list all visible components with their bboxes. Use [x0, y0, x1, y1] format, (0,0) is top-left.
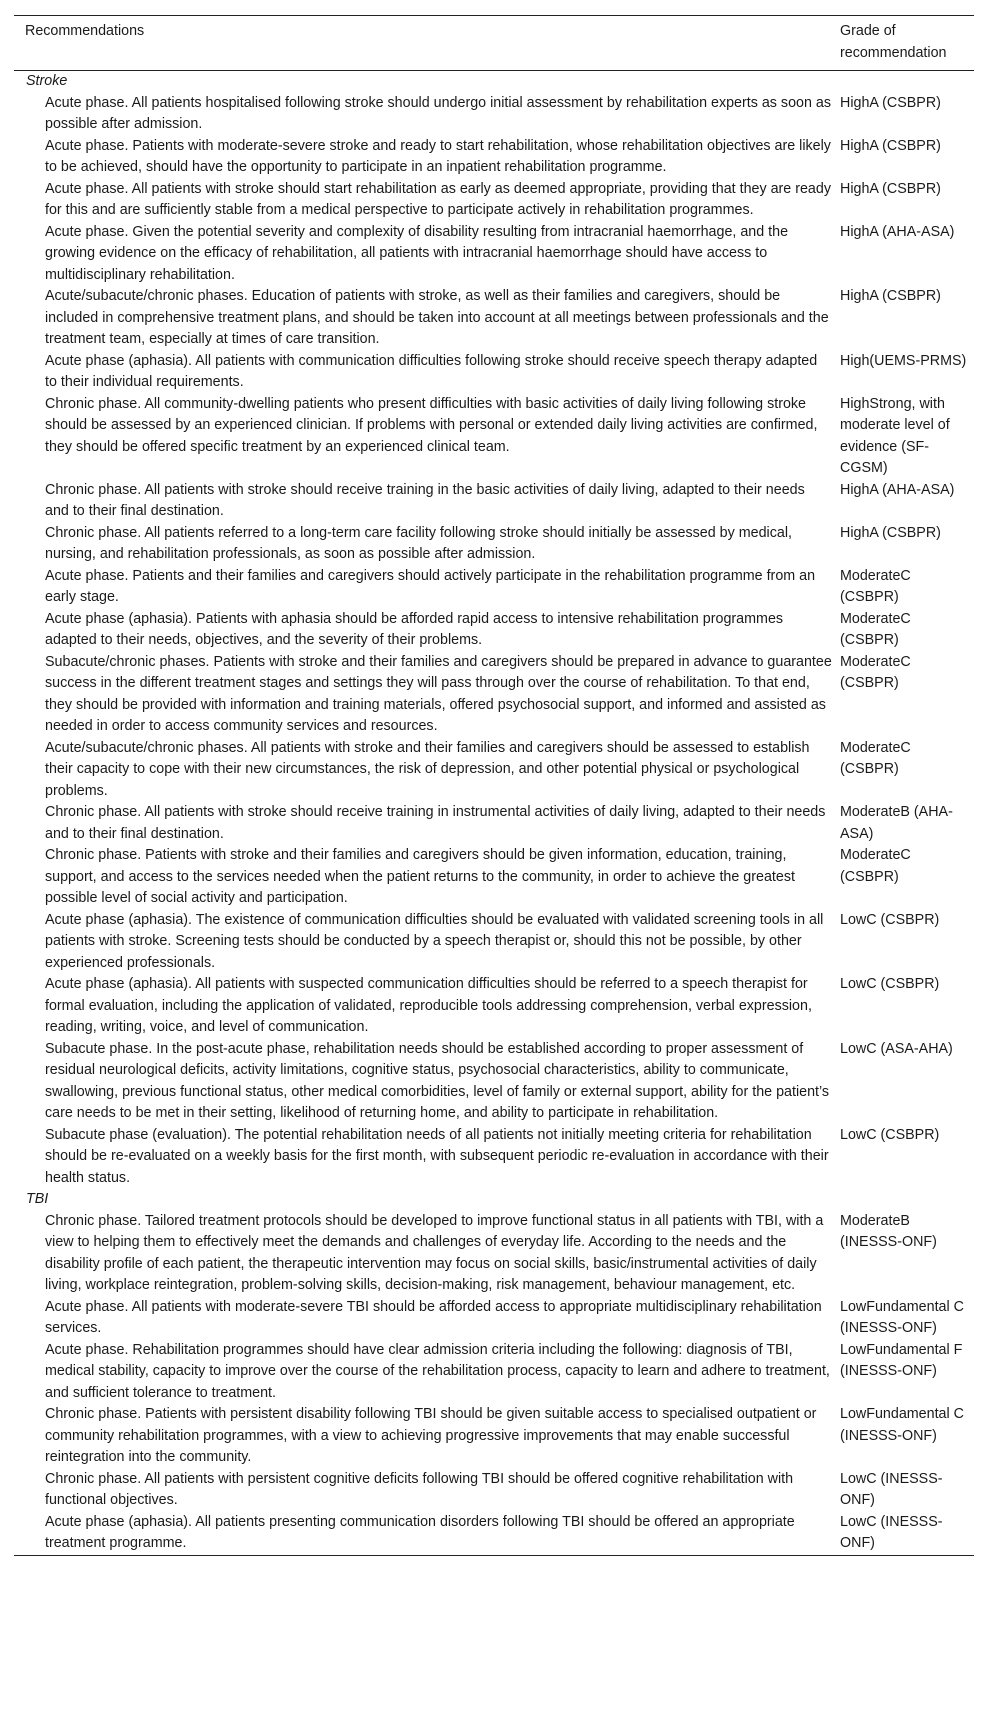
- table-row: [14, 1039, 974, 1125]
- header-grade: Grade of recommendation: [838, 16, 974, 71]
- grade-cell: HighStrong, with moderate level of evidence (SF-CGSM): [840, 395, 950, 476]
- recommendation-text: Acute phase (aphasia). All patients with communication difficulties following stroke should receive speech therapy adapted to their individual requirements.: [45, 352, 818, 390]
- grade-cell: High(UEMS-PRMS): [840, 352, 967, 369]
- grade-cell: LowC (CSBPR): [840, 976, 940, 992]
- grade-cell: HighA (CSBPR): [840, 180, 941, 197]
- table-row: [14, 222, 974, 287]
- table-row: [14, 136, 974, 179]
- header-recommendations: Recommendations: [14, 16, 838, 71]
- grade-cell: ModerateC (CSBPR): [840, 847, 911, 885]
- recommendation-text: Chronic phase. Tailored treatment protocols should be developed to improve functional status in all patients with TBI, with a view to helping them to effectively meet the demands and challenges of everyday life. According to the needs and the disability profile of each patient, the therapeutic intervention may focus on social skills, basic/instrumental activities of daily living, workplace reintegration, problem-solving skills, decision-making, risk management, behaviour management, etc.: [45, 1212, 824, 1293]
- recommendation-text: Acute/subacute/chronic phases. All patients with stroke and their families and caregivers should be assessed to establish their capacity to cope with their new circumstances, the risk of depression, and other potential physical or psychological problems.: [45, 739, 810, 799]
- table-row: [14, 609, 974, 652]
- recommendation-text: Acute phase. Given the potential severity and complexity of disability resulting from intracranial haemorrhage, and the growing evidence on the efficacy of rehabilitation, all patients with intracranial haemorrhage should have access to multidisciplinary rehabilitation.: [45, 223, 789, 283]
- grade-cell: LowFundamental F (INESSS-ONF): [840, 1341, 963, 1379]
- grade-cell: LowC (ASA-AHA): [840, 1040, 953, 1057]
- recommendation-text: Chronic phase. Patients with stroke and their families and caregivers should be given information, education, training, support, and access to the services needed when the patient returns to the community, in order to achieve the greatest possible level of social activity and participation.: [45, 847, 795, 906]
- recommendation-text: Acute phase. All patients hospitalised following stroke should undergo initial assessment by rehabilitation experts as soon as possible after admission.: [45, 94, 831, 132]
- table-row: [14, 974, 974, 1039]
- grade-cell: LowC (INESSS-ONF): [840, 1470, 943, 1508]
- table-row: [14, 738, 974, 803]
- recommendation-text: Subacute/chronic phases. Patients with stroke and their families and caregivers should be prepared in advance to guarantee success in the different treatment stages and settings they will pass through over the course of rehabilitation. To that end, they should be provided with information and training materials, offered psychosocial support, and informed and assisted as needed in order to access community services and resources.: [45, 653, 832, 734]
- table-body: [14, 71, 974, 1556]
- grade-cell: HighA (AHA-ASA): [840, 223, 955, 240]
- grade-cell: HighA (CSBPR): [840, 524, 941, 541]
- grade-cell: ModerateB (AHA-ASA): [840, 804, 953, 842]
- table-row: [14, 845, 974, 910]
- section-row: [14, 71, 974, 93]
- grade-cell: HighA (CSBPR): [840, 137, 941, 154]
- recommendation-text: Acute phase (aphasia). All patients with suspected communication difficulties should be referred to a speech therapist for formal evaluation, including the application of validated, reproducible tools addressing comprehension, verbal expression, reading, writing, voice, and level of communication.: [45, 976, 812, 1035]
- table-row: [14, 1211, 974, 1297]
- table-row: [14, 1469, 974, 1512]
- table-row: [14, 802, 974, 845]
- table-row: [14, 1512, 974, 1556]
- grade-cell: HighA (CSBPR): [840, 94, 941, 111]
- table-row: [14, 652, 974, 738]
- grade-cell: ModerateB (INESSS-ONF): [840, 1212, 937, 1250]
- section-row: [14, 1189, 974, 1211]
- table-row: [14, 93, 974, 136]
- section-title: TBI: [26, 1191, 49, 1207]
- table-row: [14, 1404, 974, 1469]
- recommendation-text: Acute/subacute/chronic phases. Education of patients with stroke, as well as their families and caregivers, should be included in comprehensive treatment plans, and should be taken into account at all meetings between professionals and the treatment team, especially at times of care transition.: [45, 288, 829, 347]
- grade-cell: LowFundamental C (INESSS-ONF): [840, 1298, 964, 1336]
- grade-cell: LowFundamental C (INESSS-ONF): [840, 1406, 964, 1444]
- table-row: [14, 1125, 974, 1190]
- recommendation-text: Chronic phase. Patients with persistent disability following TBI should be given suitable access to specialised outpatient or community rehabilitation programmes, with a view to achieving progressive improvements that may enable successful reintegration into the community.: [45, 1406, 817, 1465]
- section-grade-empty: [838, 71, 974, 93]
- recommendation-text: Acute phase (aphasia). Patients with aphasia should be afforded rapid access to intensive rehabilitation programmes adapted to their needs, objectives, and the severity of their problems.: [45, 610, 784, 648]
- recommendation-text: Acute phase. All patients with stroke should start rehabilitation as early as deemed appropriate, providing that they are ready for this and are sufficiently stable from a medical perspective to participate actively in rehabilitation programmes.: [45, 180, 831, 218]
- recommendation-text: Chronic phase. All patients with stroke should receive training in the basic activities of daily living, adapted to their needs and to their final destination.: [45, 481, 805, 519]
- recommendation-text: Acute phase (aphasia). The existence of communication difficulties should be evaluated with validated screening tools in all patients with stroke. Screening tests should be conducted by a speech therapist or, should this not be possible, by other experienced professionals.: [45, 911, 824, 971]
- grade-cell: HighA (CSBPR): [840, 288, 941, 304]
- recommendation-text: Chronic phase. All patients with persistent cognitive deficits following TBI should be offered cognitive rehabilitation with functional objectives.: [45, 1470, 794, 1508]
- recommendation-text: Acute phase. Rehabilitation programmes should have clear admission criteria including the following: diagnosis of TBI, medical stability, capacity to improve over the course of the rehabilitation process, capacity to learn and adhere to treatment, and sufficient tolerance to treatment.: [45, 1341, 830, 1401]
- grade-cell: LowC (INESSS-ONF): [838, 1512, 974, 1556]
- recommendation-text: Acute phase. All patients with moderate-severe TBI should be afforded access to appropriate multidisciplinary rehabilitation services.: [45, 1298, 822, 1336]
- recommendation-text: Acute phase (aphasia). All patients presenting communication disorders following TBI should be offered an appropriate treatment programme.: [14, 1512, 838, 1556]
- table-row: [14, 351, 974, 394]
- table-row: [14, 566, 974, 609]
- grade-cell: ModerateC (CSBPR): [840, 567, 911, 605]
- recommendation-text: Chronic phase. All patients with stroke should receive training in instrumental activities of daily living, adapted to their needs and to their final destination.: [45, 804, 826, 842]
- recommendation-text: Subacute phase (evaluation). The potential rehabilitation needs of all patients not initially meeting criteria for rehabilitation should be re-evaluated on a weekly basis for the first month, with subsequent periodic re-evaluation in accordance with their health status.: [45, 1126, 829, 1186]
- grade-cell: HighA (AHA-ASA): [840, 481, 955, 498]
- recommendations-table: [14, 15, 974, 1556]
- table-row: [14, 480, 974, 523]
- table-row: [14, 910, 974, 975]
- grade-cell: LowC (CSBPR): [840, 1126, 940, 1143]
- table-row: [14, 1297, 974, 1340]
- recommendation-text: Acute phase. Patients with moderate-severe stroke and ready to start rehabilitation, whose rehabilitation objectives are likely to be achieved, should have the opportunity to participate in an inpatient rehabilitation programme.: [45, 137, 831, 175]
- recommendation-text: Subacute phase. In the post-acute phase, rehabilitation needs should be established according to proper assessment of residual neurological deficits, activity limitations, cognitive status, psychosocial characteristics, ability to communicate, swallowing, previous functional status, other medical comorbidities, level of family or external support, ability for the patient’s care needs to be met in their setting, likelihood of returning home, and ability to participate in rehabilitation.: [45, 1040, 830, 1121]
- table-row: [14, 179, 974, 222]
- table-row: [14, 394, 974, 480]
- recommendation-text: Acute phase. Patients and their families and caregivers should actively participate in the rehabilitation programme from an early stage.: [45, 567, 816, 605]
- grade-cell: ModerateC (CSBPR): [840, 610, 911, 648]
- section-grade-empty: [838, 1189, 974, 1211]
- grade-cell: LowC (CSBPR): [840, 911, 940, 928]
- grade-cell: ModerateC (CSBPR): [840, 653, 911, 691]
- recommendation-text: Chronic phase. All patients referred to a long-term care facility following stroke should initially be assessed by medical, nursing, and rehabilitation professionals, as soon as possible after admission.: [45, 524, 792, 562]
- section-title: Stroke: [26, 73, 68, 89]
- table-row: [14, 1340, 974, 1405]
- table-header: [14, 16, 974, 71]
- table-row: [14, 286, 974, 351]
- recommendation-text: Chronic phase. All community-dwelling patients who present difficulties with basic activities of daily living following stroke should be assessed by an experienced clinician. If problems with personal or extended daily living activities are confirmed, they should be offered specific treatment by an experienced clinical team.: [45, 395, 818, 455]
- grade-cell: ModerateC (CSBPR): [840, 739, 911, 777]
- table-row: [14, 523, 974, 566]
